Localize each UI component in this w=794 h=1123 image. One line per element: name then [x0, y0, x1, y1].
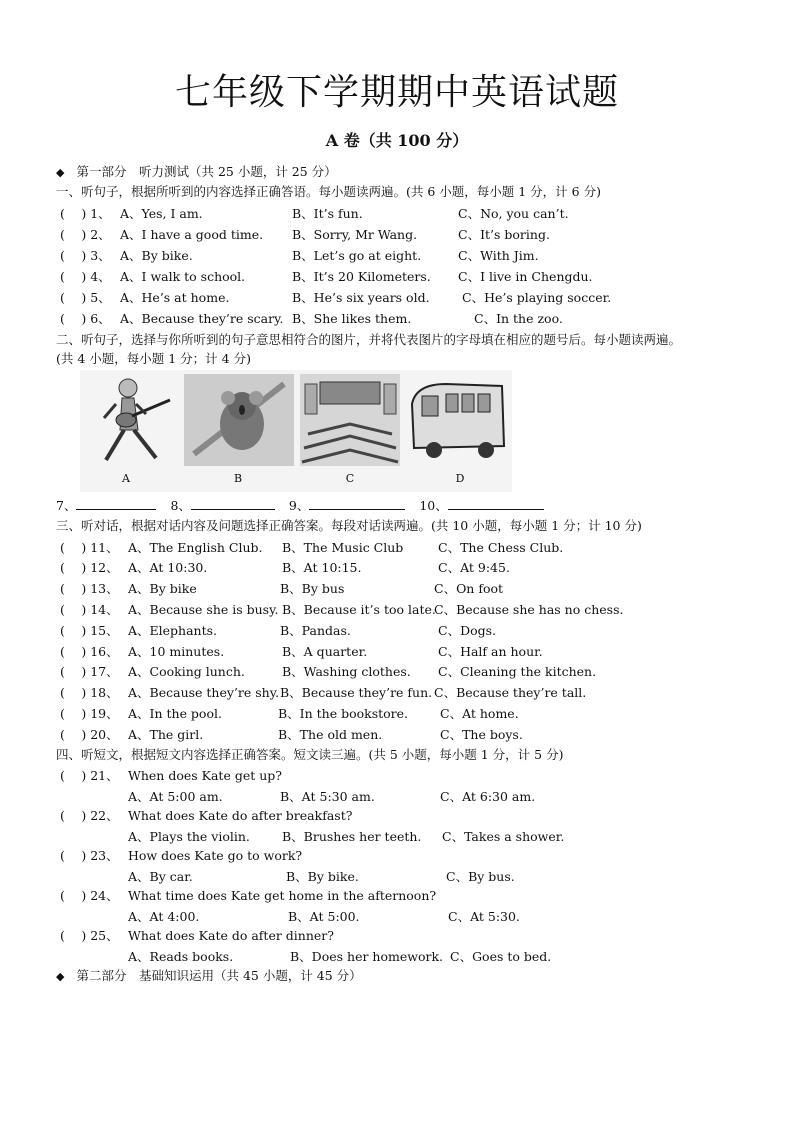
option-a: A、The English Club.: [128, 540, 263, 555]
option-b: B、At 10:15.: [282, 560, 362, 575]
section1-heading: 一、听句子，根据所听到的内容选择正确答语。每小题读两遍。(共 6 小题，每小题 1 分，计 6 分): [56, 184, 601, 199]
option-b: B、Because it’s too late.: [282, 602, 436, 617]
answer-blank[interactable]: ( ) 3、: [60, 248, 111, 263]
option-c: C、At 9:45.: [438, 560, 510, 575]
bus-image: [406, 374, 510, 466]
answer-blank[interactable]: ( ) 24、: [60, 888, 119, 903]
option-c: C、Takes a shower.: [442, 829, 565, 844]
option-a: A、At 4:00.: [128, 909, 200, 924]
option-b: B、Pandas.: [280, 623, 351, 638]
classroom-image: [300, 374, 400, 466]
answer-blank[interactable]: ( ) 2、: [60, 227, 111, 242]
option-a: A、The girl.: [128, 727, 204, 742]
option-a: A、Because they’re shy.: [128, 685, 280, 700]
answer-blank[interactable]: ( ) 16、: [60, 644, 119, 659]
option-c: C、In the zoo.: [474, 311, 563, 326]
option-c: C、At 5:30.: [448, 909, 520, 924]
picture-label-a: A: [122, 472, 130, 485]
question-text: How does Kate go to work?: [128, 848, 303, 863]
question-text: What does Kate do after dinner?: [128, 928, 334, 943]
option-c: C、On foot: [434, 581, 504, 596]
option-a: A、Elephants.: [128, 623, 218, 638]
part1-heading: ◆ 第一部分 听力测试（共 25 小题，计 25 分）: [56, 164, 337, 179]
guitar-player-image: [86, 374, 178, 466]
option-b: B、He’s six years old.: [292, 290, 430, 305]
question-text: What time does Kate get home in the afternoon?: [128, 888, 437, 903]
diamond-bullet-icon: ◆: [56, 970, 65, 983]
answer-blank[interactable]: ( ) 12、: [60, 560, 119, 575]
answer-blank[interactable]: ( ) 23、: [60, 848, 119, 863]
option-c: C、Because they’re tall.: [434, 685, 587, 700]
option-a: A、Plays the violin.: [128, 829, 250, 844]
option-b: B、A quarter.: [282, 644, 368, 659]
option-c: C、At home.: [440, 706, 519, 721]
option-a: A、At 10:30.: [128, 560, 208, 575]
answer-blank[interactable]: ( ) 11、: [60, 540, 119, 555]
option-b: B、By bike.: [286, 869, 359, 884]
answer-blank[interactable]: ( ) 15、: [60, 623, 119, 638]
section3-heading: 三、听对话，根据对话内容及问题选择正确答案。每段对话读两遍。(共 10 小题，每小题 1 分；计 10 分): [56, 518, 642, 533]
option-a: A、In the pool.: [128, 706, 222, 721]
answer-blank[interactable]: ( ) 19、: [60, 706, 119, 721]
diamond-bullet-icon: ◆: [56, 166, 65, 179]
option-b: B、The old men.: [278, 727, 383, 742]
option-b: B、Let’s go at eight.: [292, 248, 422, 263]
answer-blank[interactable]: ( ) 20、: [60, 727, 119, 742]
option-b: B、At 5:30 am.: [280, 789, 375, 804]
option-b: B、Washing clothes.: [282, 664, 411, 679]
section2-blanks: 7、 8、 9、 10、: [56, 497, 544, 514]
option-a: A、10 minutes.: [128, 644, 225, 659]
answer-blank[interactable]: ( ) 18、: [60, 685, 119, 700]
answer-blank-9[interactable]: [309, 497, 405, 510]
option-a: A、By bike.: [120, 248, 193, 263]
option-c: C、He’s playing soccer.: [462, 290, 612, 305]
section2-heading: 二、听句子，选择与你所听到的句子意思相符合的图片，并将代表图片的字母填在相应的题号后。每小题读两遍。: [56, 332, 682, 347]
option-c: C、I live in Chengdu.: [458, 269, 593, 284]
option-c: C、It’s boring.: [458, 227, 550, 242]
koala-image: [184, 374, 294, 466]
option-b: B、Brushes her teeth.: [282, 829, 422, 844]
option-b: B、In the bookstore.: [278, 706, 409, 721]
option-b: B、At 5:00.: [288, 909, 360, 924]
option-b: B、The Music Club: [282, 540, 404, 555]
option-c: C、No, you can’t.: [458, 206, 569, 221]
option-a: A、Because they’re scary.: [120, 311, 284, 326]
option-c: C、At 6:30 am.: [440, 789, 536, 804]
picture-label-d: D: [455, 472, 465, 485]
option-b: B、She likes them.: [292, 311, 412, 326]
page-subtitle: A 卷（共 100 分）: [325, 131, 469, 150]
answer-blank[interactable]: ( ) 14、: [60, 602, 119, 617]
answer-blank-10[interactable]: [448, 497, 544, 510]
option-b: B、It’s fun.: [292, 206, 363, 221]
option-b: B、Because they’re fun.: [280, 685, 433, 700]
option-c: C、Goes to bed.: [450, 949, 552, 964]
option-c: C、Cleaning the kitchen.: [438, 664, 597, 679]
option-a: A、By car.: [128, 869, 193, 884]
option-a: A、He’s at home.: [120, 290, 230, 305]
page-title: 七年级下学期期中英语试题: [174, 72, 619, 113]
option-b: B、Sorry, Mr Wang.: [292, 227, 418, 242]
option-a: A、Reads books.: [128, 949, 234, 964]
option-a: A、Cooking lunch.: [128, 664, 245, 679]
option-a: A、Because she is busy.: [128, 602, 279, 617]
question-text: When does Kate get up?: [128, 768, 282, 783]
option-a: A、I have a good time.: [120, 227, 264, 242]
option-b: B、It’s 20 Kilometers.: [292, 269, 431, 284]
option-c: C、With Jim.: [458, 248, 539, 263]
option-a: A、At 5:00 am.: [128, 789, 223, 804]
question-text: What does Kate do after breakfast?: [128, 808, 353, 823]
answer-blank[interactable]: ( ) 25、: [60, 928, 119, 943]
picture-label-b: B: [233, 472, 243, 485]
answer-blank-7[interactable]: [76, 497, 156, 510]
answer-blank[interactable]: ( ) 17、: [60, 664, 119, 679]
option-c: C、The boys.: [440, 727, 523, 742]
option-c: C、Dogs.: [438, 623, 497, 638]
option-a: A、I walk to school.: [120, 269, 246, 284]
option-c: C、The Chess Club.: [438, 540, 564, 555]
section2-heading-cont: (共 4 小题，每小题 1 分；计 4 分): [56, 351, 251, 366]
answer-blank[interactable]: ( ) 22、: [60, 808, 119, 823]
option-c: C、Because she has no chess.: [434, 602, 624, 617]
option-a: A、Yes, I am.: [120, 206, 203, 221]
section4-heading: 四、听短文，根据短文内容选择正确答案。短文读三遍。(共 5 小题，每小题 1 分，计 5 分): [56, 747, 564, 762]
picture-strip: [80, 370, 512, 492]
answer-blank[interactable]: ( ) 6、: [60, 311, 111, 326]
option-a: A、By bike: [128, 581, 197, 596]
answer-blank[interactable]: ( ) 5、: [60, 290, 111, 305]
answer-blank[interactable]: ( ) 1、: [60, 206, 111, 221]
part2-heading: ◆ 第二部分 基础知识运用（共 45 小题，计 45 分）: [56, 968, 362, 983]
answer-blank[interactable]: ( ) 13、: [60, 581, 119, 596]
option-b: B、Does her homework.: [290, 949, 443, 964]
answer-blank-8[interactable]: [191, 497, 275, 510]
answer-blank[interactable]: ( ) 21、: [60, 768, 119, 783]
option-c: C、Half an hour.: [438, 644, 543, 659]
option-c: C、By bus.: [446, 869, 515, 884]
picture-label-c: C: [345, 472, 355, 485]
option-b: B、By bus: [280, 581, 345, 596]
answer-blank[interactable]: ( ) 4、: [60, 269, 111, 284]
